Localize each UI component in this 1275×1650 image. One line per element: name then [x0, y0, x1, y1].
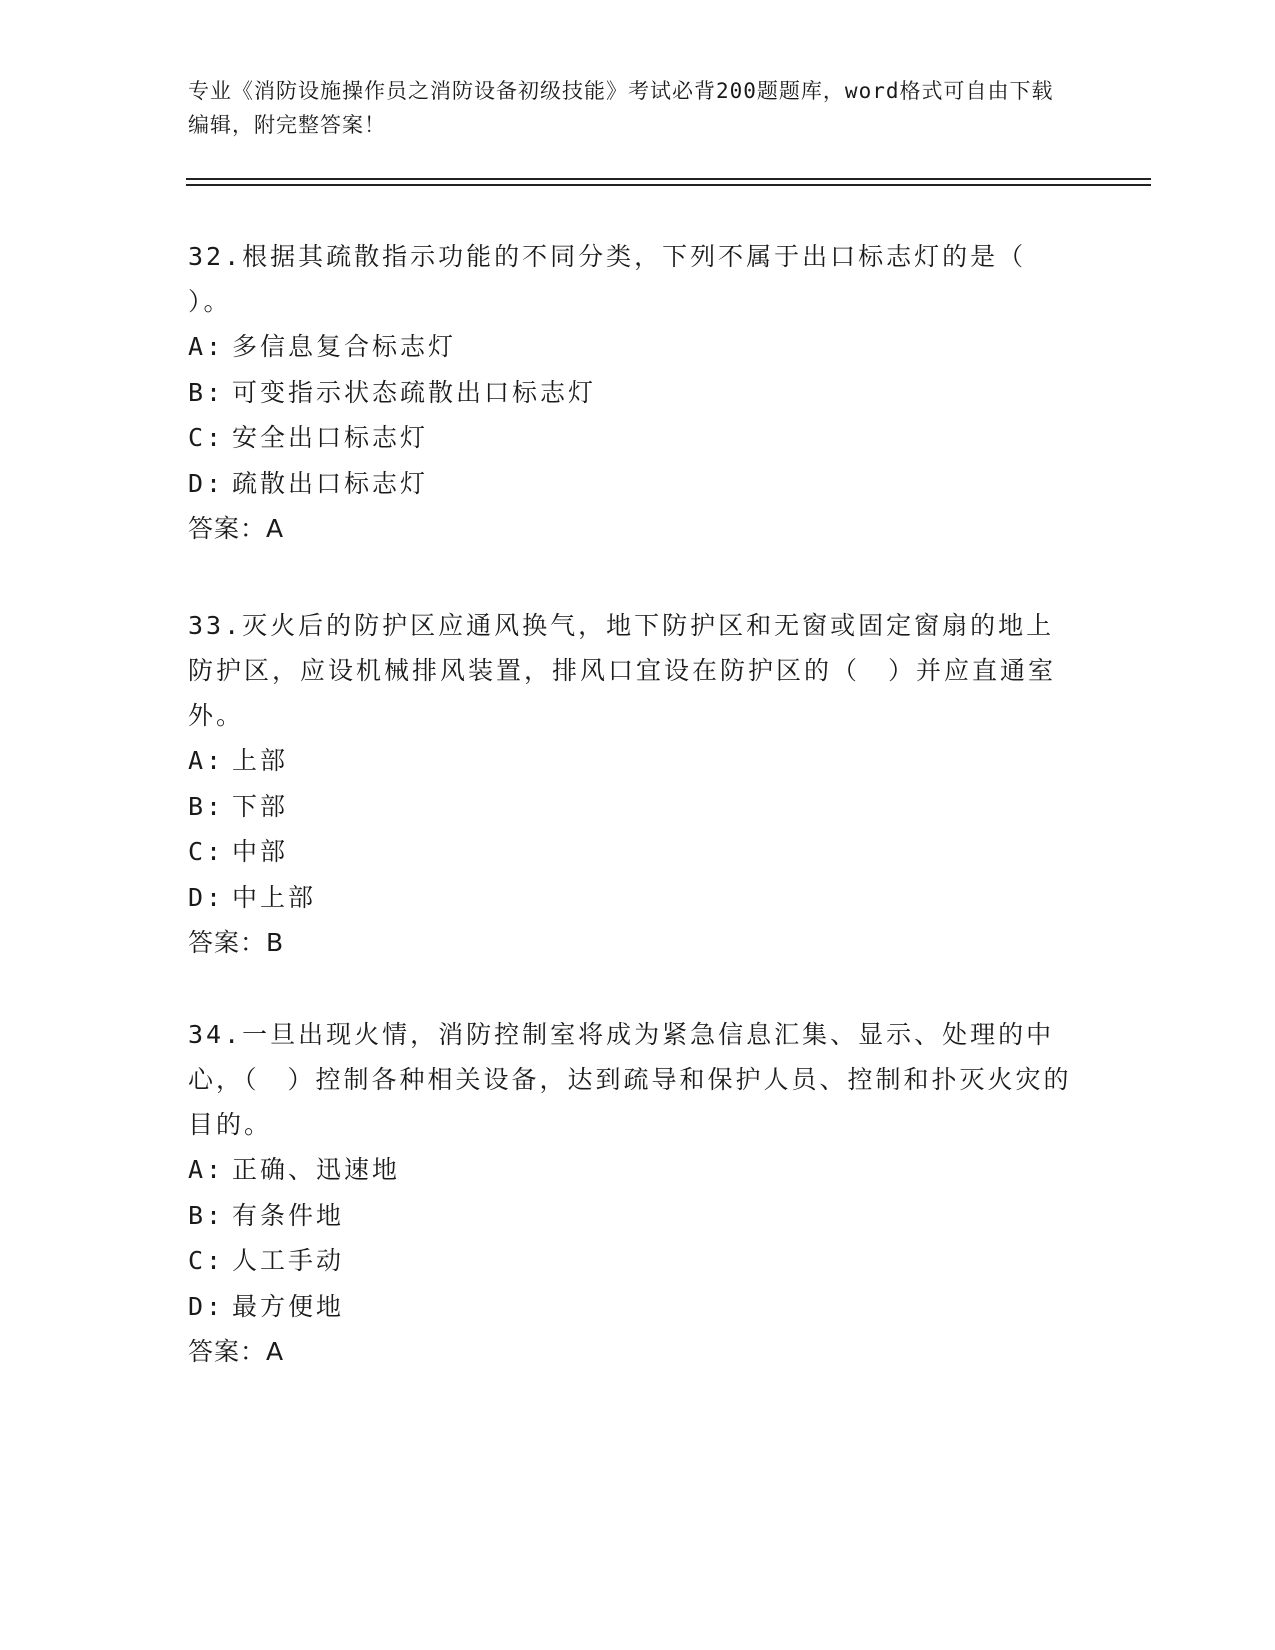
header-divider-top [186, 178, 1151, 180]
option-a [188, 324, 1078, 370]
option-b [188, 784, 1078, 830]
option-letter: C: [188, 837, 225, 866]
option-letter: B: [188, 1200, 225, 1230]
option-text: 上部 [232, 746, 289, 775]
answer-line: 答案：A [188, 1337, 285, 1366]
question-32 [188, 234, 1078, 552]
answer-line: 答案：A [188, 514, 285, 543]
question-stem: 34.一旦出现火情，消防控制室将成为紧急信息汇集、显示、处理的中心，（ ）控制各种相关设备，达到疏导和保护人员、控制和扑灭火灾的目的。 [188, 1020, 1072, 1139]
question-stem: 32.根据其疏散指示功能的不同分类，下列不属于出口标志灯的是（ ）。 [188, 242, 1027, 316]
option-text: 疏散出口标志灯 [232, 468, 429, 498]
option-letter: C: [188, 423, 225, 452]
option-letter: C: [188, 1246, 225, 1275]
option-text: 下部 [232, 791, 289, 821]
option-letter: B: [188, 791, 225, 821]
question-stem: 33.灭火后的防护区应通风换气，地下防护区和无窗或固定窗扇的地上防护区，应设机械排风装置，排风口宜设在防护区的（ ）并应直通室外。 [188, 611, 1057, 730]
answer-line: 答案：B [188, 928, 285, 957]
option-text: 安全出口标志灯 [232, 423, 429, 452]
option-letter: D: [188, 1291, 225, 1321]
option-letter: D: [188, 468, 225, 498]
option-text: 中上部 [232, 882, 317, 912]
option-text: 有条件地 [232, 1200, 345, 1230]
option-text: 人工手动 [232, 1246, 345, 1275]
header-divider-bottom [186, 184, 1151, 186]
option-d [188, 461, 1078, 507]
option-b [188, 1193, 1078, 1239]
question-34 [188, 1012, 1078, 1375]
option-text: 正确、迅速地 [232, 1155, 401, 1184]
option-c [188, 1238, 1078, 1284]
option-d [188, 875, 1078, 921]
option-c [188, 829, 1078, 875]
option-text: 多信息复合标志灯 [232, 332, 457, 361]
option-a [188, 1147, 1078, 1193]
option-a [188, 738, 1078, 784]
option-d [188, 1284, 1078, 1330]
option-letter: A: [188, 332, 225, 361]
document-header: 专业《消防设施操作员之消防设备初级技能》考试必背200题题库，word格式可自由下载编辑，附完整答案！ [188, 79, 1054, 137]
option-letter: B: [188, 377, 225, 407]
option-letter: D: [188, 882, 225, 912]
option-c [188, 415, 1078, 461]
option-letter: A: [188, 746, 225, 775]
option-b [188, 370, 1078, 416]
option-text: 最方便地 [232, 1291, 345, 1321]
option-letter: A: [188, 1155, 225, 1184]
option-text: 中部 [232, 837, 289, 866]
option-text: 可变指示状态疏散出口标志灯 [232, 377, 597, 407]
question-33 [188, 603, 1078, 966]
